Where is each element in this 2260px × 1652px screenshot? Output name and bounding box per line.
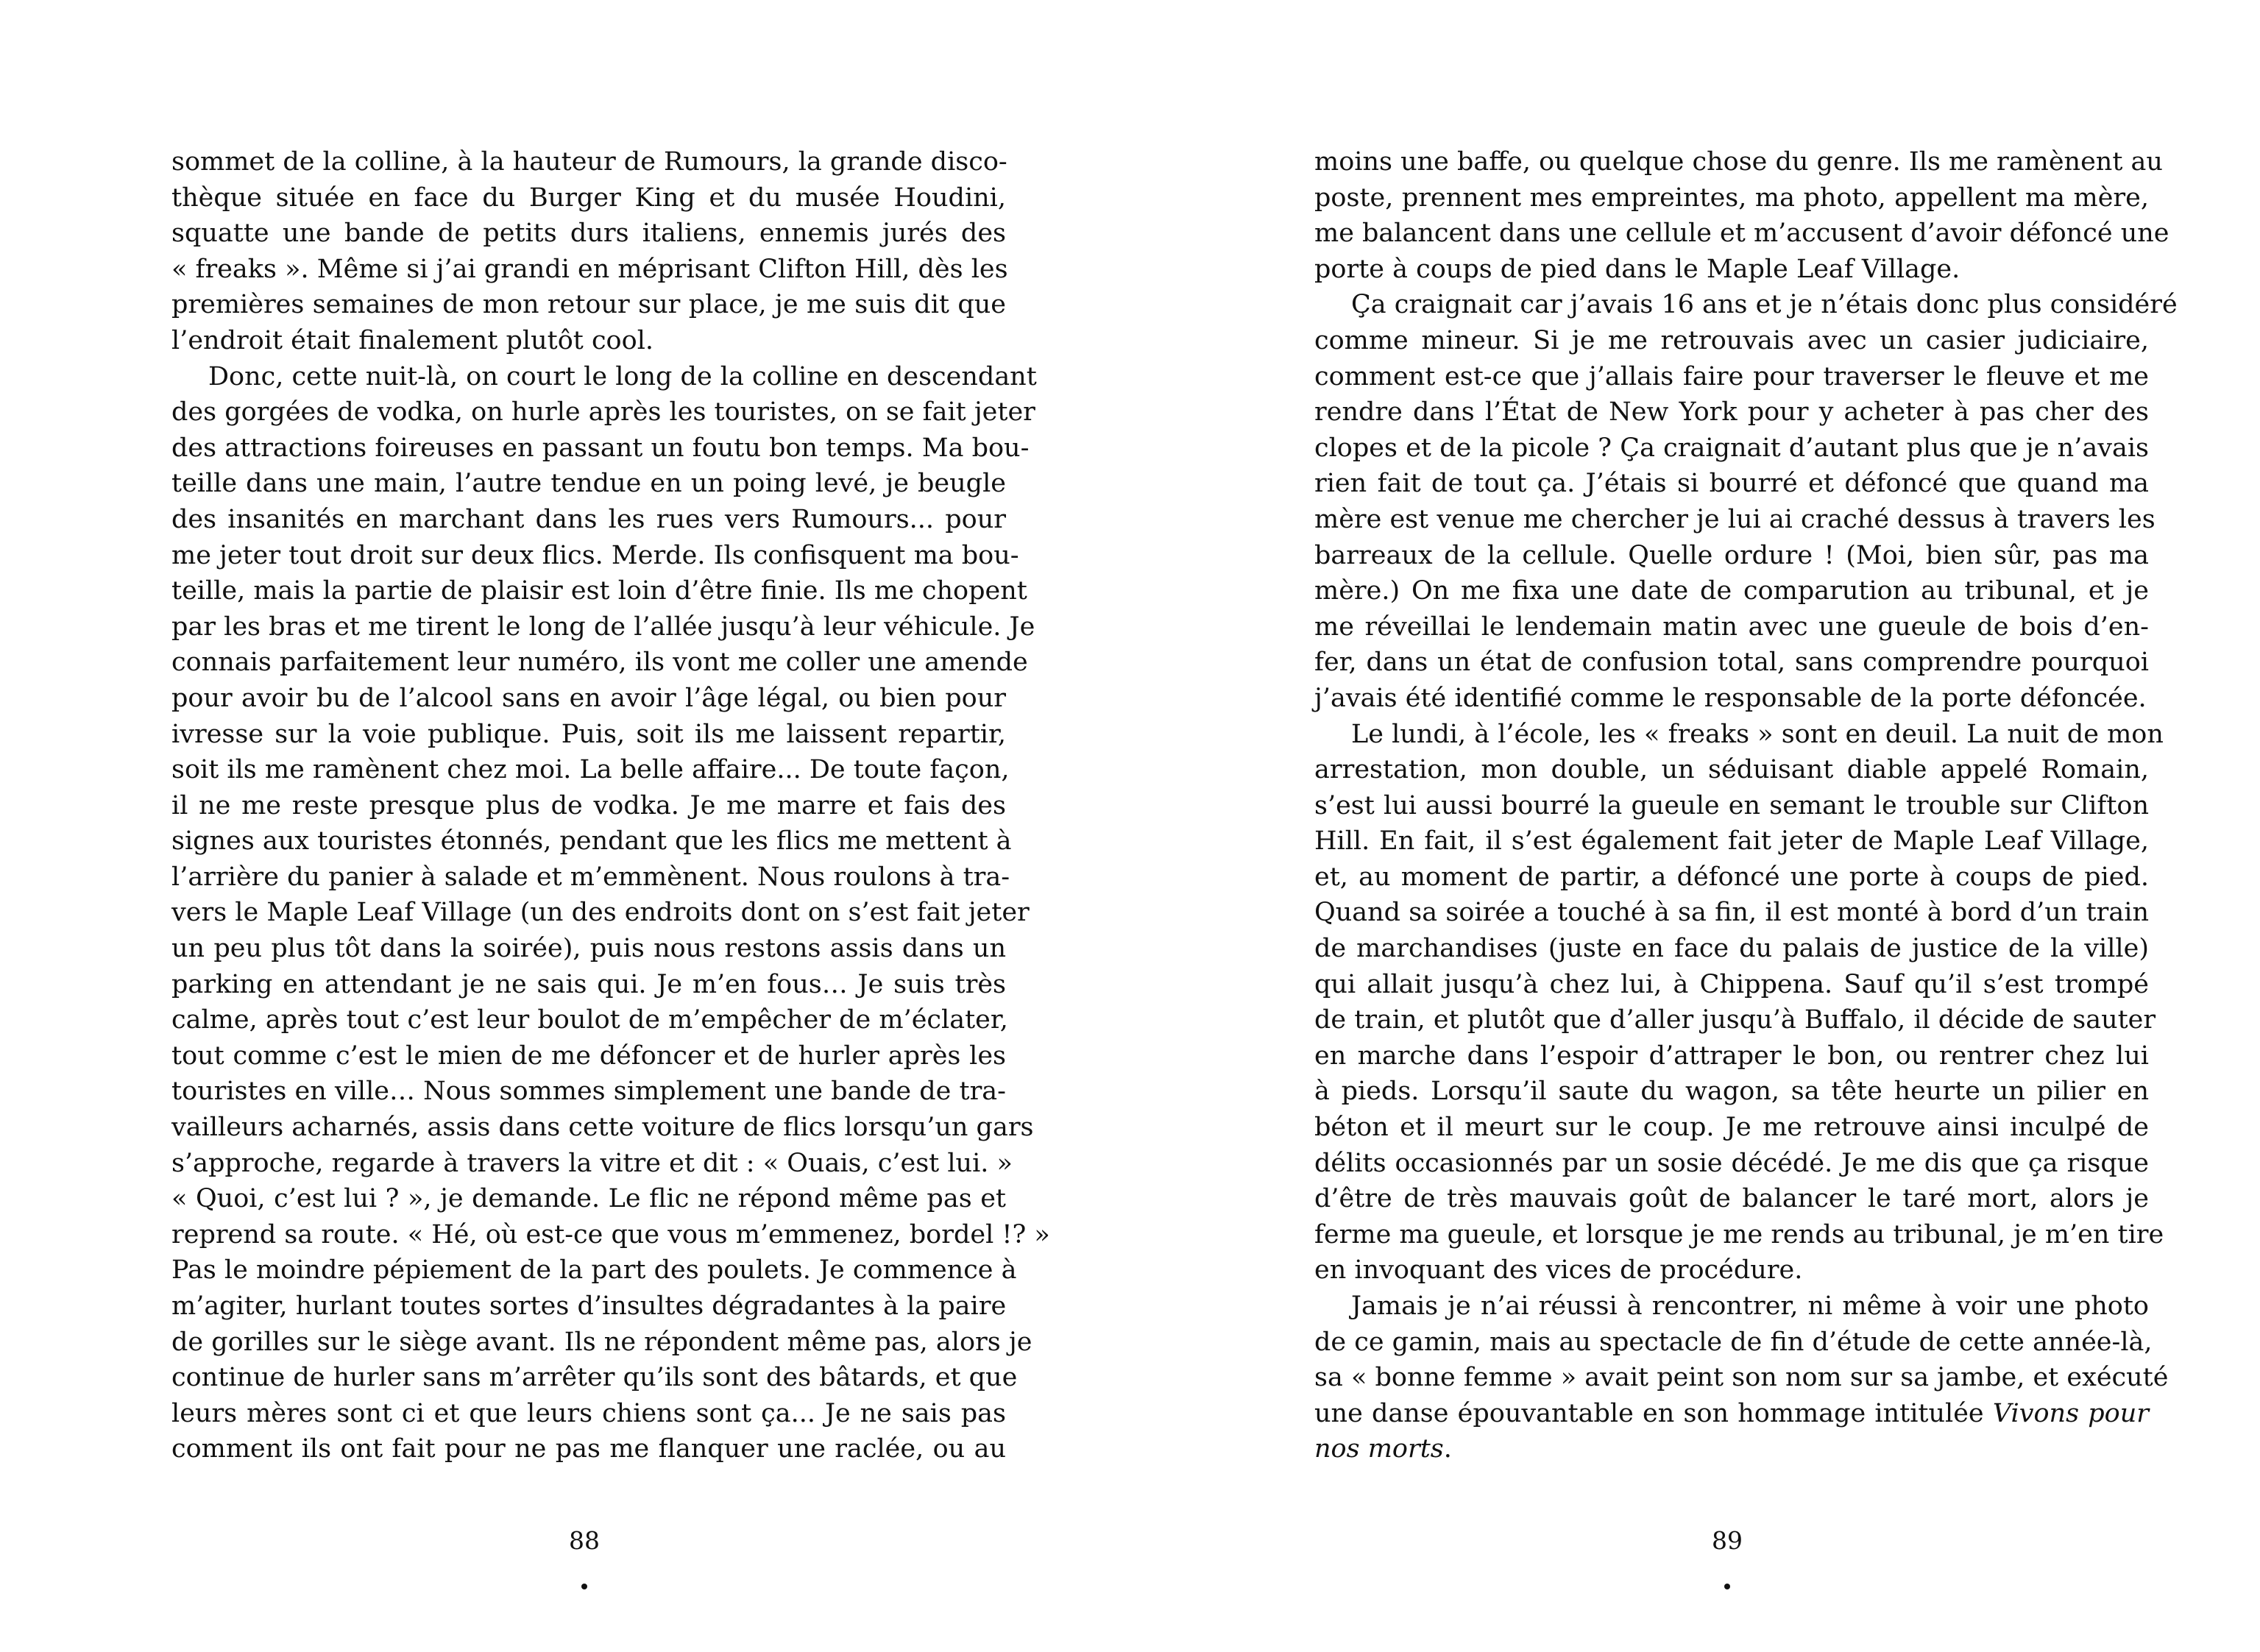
right-page-text bbox=[1314, 144, 2178, 1467]
page-ornament-dot bbox=[581, 1584, 587, 1589]
text-line: comment est-ce que j’allais faire pour traverser le fleuve et me bbox=[1314, 361, 2149, 391]
text-line: touristes en ville… Nous sommes simplement une bande de tra- bbox=[171, 1077, 1006, 1107]
text-line: premières semaines de mon retour sur place, je me suis dit que bbox=[171, 290, 1006, 320]
text-line: « Quoi, c’est lui ? », je demande. Le flic ne répond même pas et bbox=[171, 1184, 1006, 1214]
text-line: l’arrière du panier à salade et m’emmènent. Nous roulons à tra- bbox=[171, 862, 1010, 892]
text-line: en marche dans l’espoir d’attraper le bon, ou rentrer chez lui bbox=[1314, 1041, 2149, 1071]
text-line-segment: une danse épouvantable en son hommage intitulée bbox=[1314, 1398, 1993, 1428]
text-line: m’agiter, hurlant toutes sortes d’insultes dégradantes à la paire bbox=[171, 1291, 1007, 1321]
text-line: tout comme c’est le mien de me défoncer et de hurler après les bbox=[171, 1041, 1006, 1071]
text-line: parking en attendant je ne sais qui. Je m’en fous… Je suis très bbox=[171, 969, 1006, 999]
text-line: sommet de la colline, à la hauteur de Rumours, la grande disco- bbox=[171, 147, 1007, 177]
italic-book-title-end: nos morts bbox=[1314, 1434, 1444, 1464]
text-line: mère.) On me fixa une date de comparution au tribunal, et je bbox=[1314, 576, 2149, 606]
text-line: poste, prennent mes empreintes, ma photo, appellent ma mère, bbox=[1314, 182, 2149, 213]
text-line: me réveillai le lendemain matin avec une gueule de bois d’en- bbox=[1314, 611, 2149, 642]
text-line: « freaks ». Même si j’ai grandi en méprisant Clifton Hill, dès les bbox=[171, 254, 1008, 284]
text-line: de gorilles sur le siège avant. Ils ne répondent même pas, alors je bbox=[171, 1327, 1032, 1357]
text-line bbox=[1314, 1431, 2149, 1467]
text-line: de marchandises (juste en face du palais de justice de la ville) bbox=[1314, 934, 2149, 964]
text-line: clopes et de la picole ? Ça craignait d’autant plus que je n’avais bbox=[1314, 433, 2149, 463]
text-line: Ça craignait car j’avais 16 ans et je n’étais donc plus considéré bbox=[1351, 290, 2178, 320]
text-line: vers le Maple Leaf Village (un des endroits dont on s’est fait jeter bbox=[171, 898, 1030, 928]
text-line: leurs mères sont ci et que leurs chiens sont ça... Je ne sais pas bbox=[171, 1398, 1006, 1428]
text-line: reprend sa route. « Hé, où est-ce que vous m’emmenez, bordel !? » bbox=[171, 1219, 1050, 1249]
text-line: à pieds. Lorsqu’il saute du wagon, sa tête heurte un pilier en bbox=[1314, 1077, 2149, 1107]
text-line: rendre dans l’État de New York pour y acheter à pas cher des bbox=[1314, 397, 2149, 428]
text-line: comme mineur. Si je me retrouvais avec un casier judiciaire, bbox=[1314, 325, 2149, 355]
text-line: de train, et plutôt que d’aller jusqu’à Buffalo, il décide de sauter bbox=[1314, 1005, 2156, 1035]
text-line: d’être de très mauvais goût de balancer le taré mort, alors je bbox=[1314, 1184, 2149, 1214]
text-line: soit ils me ramènent chez moi. La belle affaire... De toute façon, bbox=[171, 755, 1010, 785]
text-line: pour avoir bu de l’alcool sans en avoir l’âge légal, ou bien pour bbox=[171, 683, 1006, 713]
text-line: Pas le moindre pépiement de la part des poulets. Je commence à bbox=[171, 1255, 1017, 1286]
text-line: thèque située en face du Burger King et du musée Houdini, bbox=[171, 182, 1006, 213]
text-line: mère est venue me chercher je lui ai craché dessus à travers les bbox=[1314, 504, 2155, 534]
text-line: ferme ma gueule, et lorsque je me rends au tribunal, je m’en tire bbox=[1314, 1219, 2164, 1249]
text-line: continue de hurler sans m’arrêter qu’ils sont des bâtards, et que bbox=[171, 1363, 1018, 1393]
text-line: s’approche, regarde à travers la vitre et dit : « Ouais, c’est lui. » bbox=[171, 1148, 1013, 1178]
text-line: teille, mais la partie de plaisir est loin d’être finie. Ils me chopent bbox=[171, 576, 1027, 606]
text-line: fer, dans un état de confusion total, sans comprendre pourquoi bbox=[1314, 648, 2149, 678]
text-line: Jamais je n’ai réussi à rencontrer, ni même à voir une photo bbox=[1351, 1291, 2149, 1321]
text-line: ivresse sur la voie publique. Puis, soit ils me laissent repartir, bbox=[171, 719, 1006, 749]
page-number: 89 bbox=[1712, 1526, 1743, 1555]
text-line: barreaux de la cellule. Quelle ordure ! (Moi, bien sûr, pas ma bbox=[1314, 540, 2149, 570]
text-line: en invoquant des vices de procédure. bbox=[1314, 1255, 1803, 1286]
text-line: comment ils ont fait pour ne pas me flanquer une raclée, ou au bbox=[171, 1434, 1006, 1464]
text-line: j’avais été identifié comme le responsable de la porte défoncée. bbox=[1314, 683, 2147, 713]
text-line: s’est lui aussi bourré la gueule en semant le trouble sur Clifton bbox=[1314, 790, 2149, 820]
left-page-text bbox=[171, 144, 1050, 1467]
text-line: signes aux touristes étonnés, pendant que les flics me mettent à bbox=[171, 826, 1012, 857]
text-line: vailleurs acharnés, assis dans cette voiture de flics lorsqu’un gars bbox=[171, 1113, 1034, 1143]
text-line: de ce gamin, mais au spectacle de fin d’étude de cette année-là, bbox=[1314, 1327, 2153, 1357]
text-line: Le lundi, à l’école, les « freaks » sont en deuil. La nuit de mon bbox=[1351, 719, 2164, 749]
text-line: Hill. En fait, il s’est également fait jeter de Maple Leaf Village, bbox=[1314, 826, 2149, 857]
italic-book-title-start: Vivons pour bbox=[1992, 1398, 2150, 1428]
text-line: des gorgées de vodka, on hurle après les touristes, on se fait jeter bbox=[171, 397, 1035, 428]
text-line: il ne me reste presque plus de vodka. Je me marre et fais des bbox=[171, 790, 1006, 820]
text-line: et, au moment de partir, a défoncé une porte à coups de pied. bbox=[1314, 862, 2149, 892]
text-line: qui allait jusqu’à chez lui, à Chippena. Sauf qu’il s’est trompé bbox=[1314, 969, 2149, 999]
text-line-segment: . bbox=[1443, 1434, 1452, 1464]
text-line: rien fait de tout ça. J’étais si bourré et défoncé que quand ma bbox=[1314, 469, 2149, 499]
text-line: arrestation, mon double, un séduisant diable appelé Romain, bbox=[1314, 755, 2149, 785]
text-line: connais parfaitement leur numéro, ils vont me coller une amende bbox=[171, 648, 1028, 678]
text-line: me balancent dans une cellule et m’accusent d’avoir défoncé une bbox=[1314, 219, 2169, 249]
text-line: Donc, cette nuit-là, on court le long de la colline en descendant bbox=[208, 361, 1037, 391]
text-line: squatte une bande de petits durs italiens, ennemis jurés des bbox=[171, 219, 1006, 249]
right-page bbox=[1130, 0, 2260, 1652]
text-line: sa « bonne femme » avait peint son nom sur sa jambe, et exécuté bbox=[1314, 1363, 2169, 1393]
text-line: calme, après tout c’est leur boulot de m’empêcher de m’éclater, bbox=[171, 1005, 1008, 1035]
text-line bbox=[1314, 1396, 2149, 1432]
text-line: des attractions foireuses en passant un foutu bon temps. Ma bou- bbox=[171, 433, 1030, 463]
page-number: 88 bbox=[569, 1526, 600, 1555]
text-line: porte à coups de pied dans le Maple Leaf Village. bbox=[1314, 254, 1960, 284]
page-ornament-dot bbox=[1724, 1584, 1730, 1589]
text-line: l’endroit était finalement plutôt cool. bbox=[171, 325, 654, 355]
text-line: délits occasionnés par un sosie décédé. Je me dis que ça risque bbox=[1314, 1148, 2149, 1178]
text-line: Quand sa soirée a touché à sa fin, il est monté à bord d’un train bbox=[1314, 898, 2149, 928]
text-line: par les bras et me tirent le long de l’allée jusqu’à leur véhicule. Je bbox=[171, 611, 1035, 642]
text-line: béton et il meurt sur le coup. Je me retrouve ainsi inculpé de bbox=[1314, 1113, 2149, 1143]
text-line: un peu plus tôt dans la soirée), puis nous restons assis dans un bbox=[171, 934, 1006, 964]
text-line: des insanités en marchant dans les rues vers Rumours... pour bbox=[171, 504, 1006, 534]
text-line: moins une baffe, ou quelque chose du genre. Ils me ramènent au bbox=[1314, 147, 2163, 177]
text-line: me jeter tout droit sur deux flics. Merde. Ils confisquent ma bou- bbox=[171, 540, 1019, 570]
text-line: teille dans une main, l’autre tendue en un poing levé, je beugle bbox=[171, 469, 1006, 499]
